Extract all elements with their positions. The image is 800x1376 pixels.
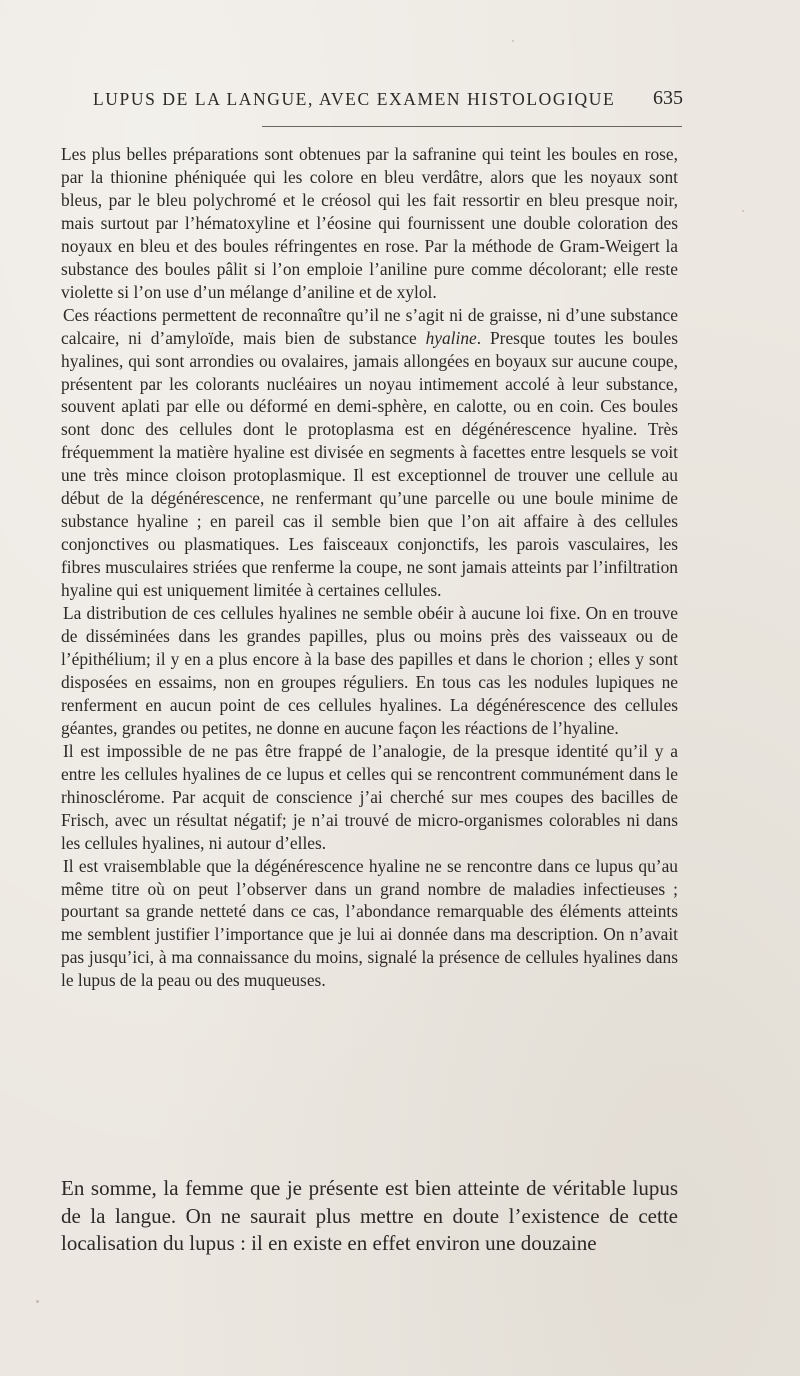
paragraph-reactions [61, 304, 678, 602]
paragraph-analogy: Il est impossible de ne pas être frappé de l’analogie, de la presque identité qu’il y a entre les cellules hyalines de ce lupus et celles qui se rencontrent communément dans le rhinosclérome. Par acquit de conscience j’ai cherché sur mes coupes des bacilles de Frisch, avec un résultat négatif; je n’ai trouvé de micro-organismes colorables ni dans les cellules hyalines, ni autour d’elles. [61, 740, 678, 853]
paragraph-conclusion: En somme, la femme que je présente est bien atteinte de véritable lupus de la langue. On ne saurait plus mettre en doute l’existence de cette localisation du lupus : il en existe en effet environ une douzaine [61, 1176, 678, 1255]
paragraph-reactions-rest: . Presque toutes les boules hyalines, qui sont arrondies ou ovalaires, jamais allongées en boyaux sur aucune coupe, présentent par les colorants nucléaires un noyau intimement accolé à leur substance, souvent aplati par elle ou déformé en demi-sphère, en calotte, ou en coin. Ces boules sont donc des cellules dont le protoplasma est en dégénérescence hyaline. Très fréquemment la matière hyaline est divisée en segments à facettes entre lesquels se voit une très mince cloison protoplasmique. Il est exceptionnel de trouver une cellule au début de la dégénérescence, ne renfermant qu’une parcelle ou une boule minime de substance hyaline ; en pareil cas il semble bien que l’on ait affaire à des cellules conjonctives ou plasmatiques. Les faisceaux conjonctifs, les parois vasculaires, les fibres musculaires striées que renferme la coupe, ne sont jamais atteints par l’infiltration hyaline qui est uniquement limitée à certaines cellules. [61, 327, 679, 601]
running-title: LUPUS DE LA LANGUE, AVEC EXAMEN HISTOLOGIQUE [93, 89, 616, 109]
paragraph-degeneration: Il est vraisemblable que la dégénérescence hyaline ne se rencontre dans ce lupus qu’au même titre où on peut l’observer dans un grand nombre de maladies infectieuses ; pourtant sa grande netteté dans ce cas, l’abondance remarquable des éléments atteints me semblent justifier l’importance que je lui ai donnée dans ma description. On n’avait pas jusqu’ici, à ma connaissance du moins, signalé la présence de cellules hyalines dans le lupus de la peau ou des muqueuses. [61, 855, 678, 991]
paragraph-staining: Les plus belles préparations sont obtenues par la safranine qui teint les boules en rose, par la thionine phéniquée qui les colore en bleu verdâtre, alors que les noyaux sont bleus, par le bleu polychromé et le créosol qui les fait ressortir en bleu presque noir, mais surtout par l’hématoxyline et l’éosine qui fournissent une double coloration des noyaux en bleu et des boules réfringentes en rose. Par la méthode de Gram-Weigert la substance des boules pâlit si l’on emploie l’aniline pure comme décolorant; elle reste violette si l’on use d’un mélange d’aniline et de xylol. [61, 144, 678, 302]
italic-hyaline: hyaline [425, 327, 477, 348]
paragraph-distribution: La distribution de ces cellules hyalines ne semble obéir à aucune loi fixe. On en trouve de disséminées dans les grandes papilles, plus ou moins près des vaisseaux ou de l’épithélium; il y en a plus encore à la base des papilles et dans le chorion ; elles y sont disposées en essaims, non en groupes réguliers. En tous cas les nodules lupiques ne renferment en aucun point de ces cellules hyalines. La dégénérescence des cellules géantes, grandes ou petites, ne donne en aucune façon les réactions de l’hyaline. [61, 603, 678, 738]
paragraph-reactions-start: Ces réactions permettent de reconnaître qu’il ne s’agit ni de graisse, ni d’une substance calcaire, ni d’amyloïde, mais bien de substance [61, 304, 678, 348]
paper-speck [36, 1300, 39, 1303]
paper-speck [742, 210, 744, 212]
small-print-text-block [61, 143, 678, 992]
large-print-text-block [61, 1175, 678, 1258]
page-number: 635 [653, 87, 683, 109]
paper-speck [512, 40, 514, 42]
header-rule [262, 126, 682, 127]
running-head [93, 88, 683, 114]
